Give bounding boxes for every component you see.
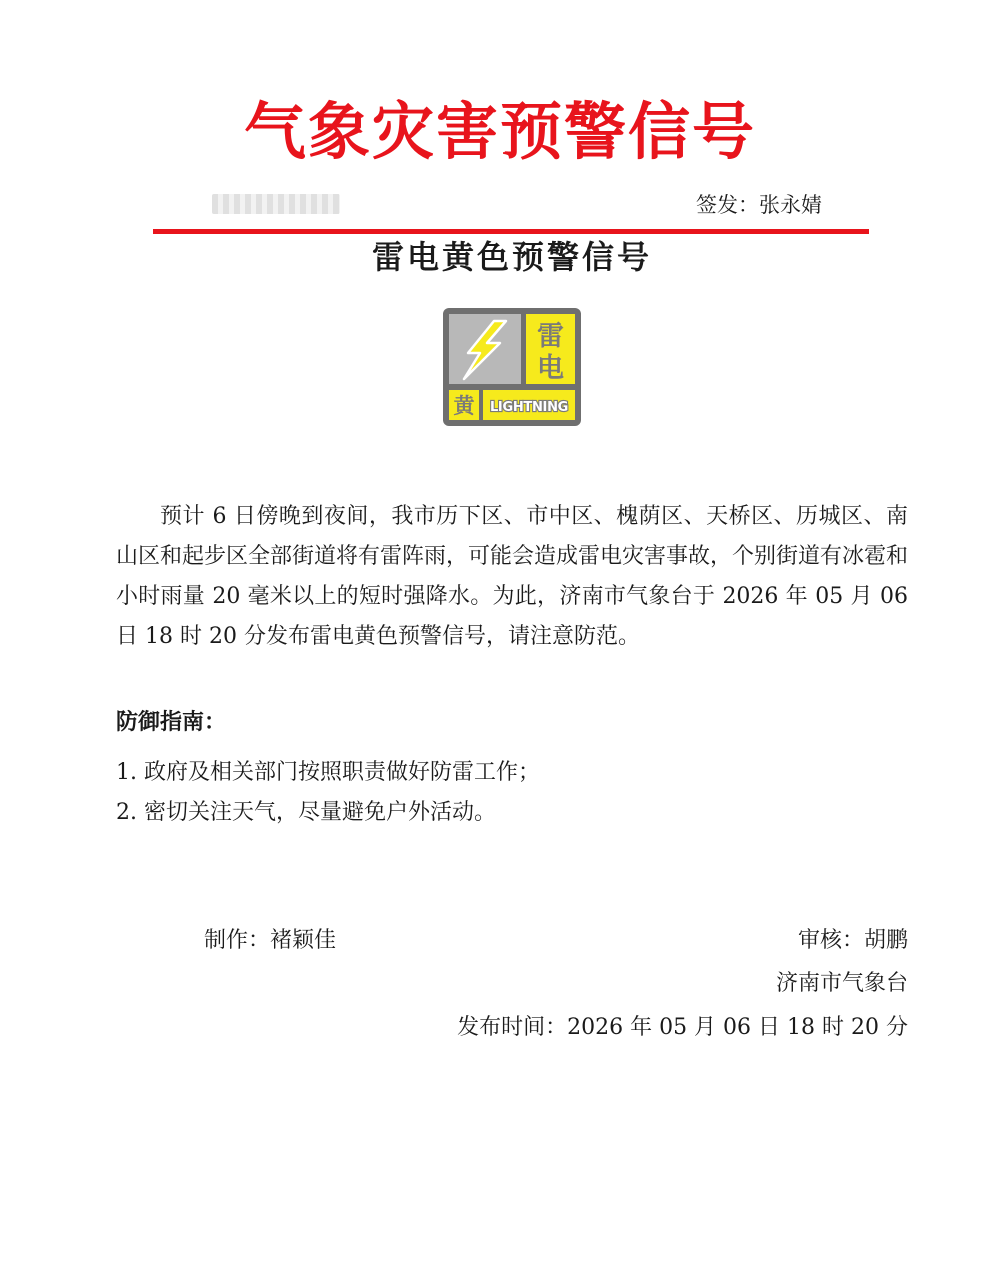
lightning-yellow-warning-icon bbox=[442, 307, 582, 427]
issuing-organization: 济南市气象台 bbox=[775, 971, 908, 996]
signer: 签发：张永婧 bbox=[696, 193, 822, 217]
icon-english-label: LIGHTNING bbox=[489, 400, 569, 415]
signal-title: 雷电黄色预警信号 bbox=[371, 238, 652, 276]
document-title: 气象灾害预警信号 bbox=[243, 95, 756, 168]
icon-char-lei: 雷 bbox=[537, 321, 564, 352]
defense-guide-heading: 防御指南： bbox=[116, 709, 227, 735]
warning-paragraph: 预计 6 日傍晚到夜间，我市历下区、市中区、槐荫区、天桥区、历城区、南山区和起步区全部街道将有雷阵雨，可能会造成雷电灾害事故，个别街道有冰雹和小时雨量 20 毫米以上的短时强降水。为此，济南市气象台于 2026 年 05 月 06 日 18 时 20 分发布雷电黄色预警信号，请注意防范。 bbox=[116, 504, 909, 649]
document-number-redacted bbox=[212, 194, 340, 214]
defense-guide-item: 2. 密切关注天气，尽量避免户外活动。 bbox=[116, 800, 496, 825]
defense-guide-item: 1. 政府及相关部门按照职责做好防雷工作； bbox=[116, 760, 540, 785]
reviewer: 审核：胡鹏 bbox=[797, 928, 908, 953]
issue-time: 发布时间：2026 年 05 月 06 日 18 时 20 分 bbox=[457, 1015, 908, 1040]
icon-char-dian: 电 bbox=[537, 353, 564, 384]
maker: 制作：褚颖佳 bbox=[204, 928, 337, 953]
icon-level-char: 黄 bbox=[453, 394, 475, 418]
